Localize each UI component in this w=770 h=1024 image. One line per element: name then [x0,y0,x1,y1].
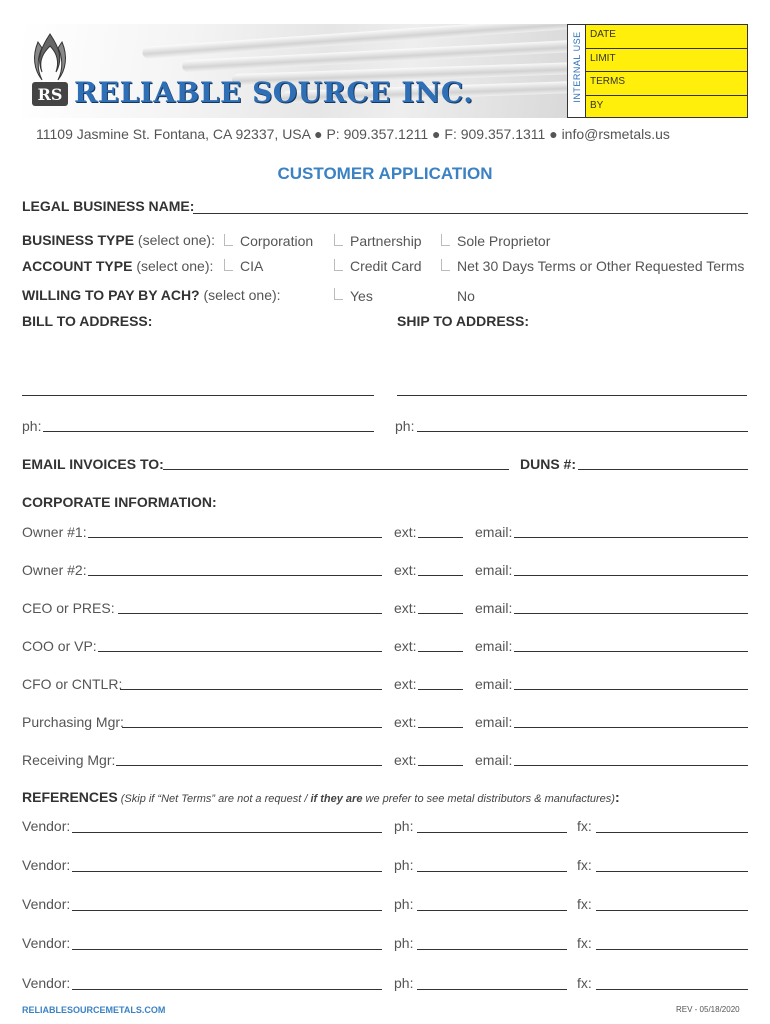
vendor-fax-label: fx: [577,857,592,873]
corporate-name-field[interactable] [88,575,382,576]
vendor-fax-field[interactable] [596,832,748,833]
vendor-fax-label: fx: [577,935,592,951]
vendor-label: Vendor: [22,975,71,991]
corporate-email-label: email: [475,714,513,730]
vendor-fax-label: fx: [577,818,592,834]
bill-to-label: BILL TO ADDRESS: [22,313,153,329]
internal-date-field[interactable]: DATE [586,25,747,49]
header-banner [22,24,567,118]
corporation-option: Corporation [240,233,314,249]
corporate-email-field[interactable] [514,765,748,766]
corporate-email-label: email: [475,638,513,654]
corporate-name-field[interactable] [116,765,382,766]
vendor-label: Vendor: [22,935,71,951]
vendor-fax-field[interactable] [596,871,748,872]
account-type-label: ACCOUNT TYPE (select one): [22,258,214,274]
corporate-ext-label: ext: [394,676,417,692]
partnership-option: Partnership [350,233,422,249]
corporate-role-label: CEO or PRES: [22,600,115,616]
corporate-ext-field[interactable] [418,613,463,614]
corporate-ext-label: ext: [394,752,417,768]
corporate-email-label: email: [475,524,513,540]
corporate-ext-label: ext: [394,562,417,578]
internal-by-field[interactable]: BY [590,99,604,111]
contact-line: 11109 Jasmine St. Fontana, CA 92337, USA ● P: 909.357.1211 ● F: 909.357.1311 ● info@rsmetals.us [36,126,670,142]
bill-to-field[interactable] [22,395,374,396]
internal-limit-field[interactable]: LIMIT [586,49,747,73]
duns-field[interactable] [578,469,748,470]
bill-phone-label: ph: [22,418,42,434]
corporate-ext-field[interactable] [418,727,463,728]
vendor-name-field[interactable] [72,949,382,950]
vendor-phone-field[interactable] [417,949,567,950]
corporate-ext-label: ext: [394,638,417,654]
corporate-role-label: Owner #1: [22,524,87,540]
corporate-email-label: email: [475,676,513,692]
ach-yes-option: Yes [350,288,373,304]
corporate-ext-field[interactable] [418,575,463,576]
vendor-name-field[interactable] [72,989,382,990]
corporate-role-label: COO or VP: [22,638,97,654]
corporate-email-field[interactable] [514,613,748,614]
email-invoices-field[interactable] [163,469,509,470]
partnership-checkbox[interactable] [334,234,343,246]
corporate-name-field[interactable] [118,613,382,614]
vendor-name-field[interactable] [72,871,382,872]
sole-proprietor-checkbox[interactable] [441,234,450,246]
ship-phone-field[interactable] [417,431,748,432]
corporate-email-field[interactable] [514,575,748,576]
vendor-name-field[interactable] [72,832,382,833]
vendor-phone-field[interactable] [417,910,567,911]
legal-name-label: LEGAL BUSINESS NAME: [22,198,195,214]
corporate-ext-field[interactable] [418,537,463,538]
net-30-option: Net 30 Days Terms or Other Requested Terms [457,258,745,274]
corporate-email-field[interactable] [514,537,748,538]
corporate-info-heading: CORPORATE INFORMATION: [22,494,217,510]
business-type-label: BUSINESS TYPE (select one): [22,232,215,248]
ship-to-label: SHIP TO ADDRESS: [397,313,529,329]
vendor-phone-label: ph: [394,935,414,951]
email-invoices-label: EMAIL INVOICES TO: [22,456,164,472]
vendor-name-field[interactable] [72,910,382,911]
sole-proprietor-option: Sole Proprietor [457,233,551,249]
corporate-email-field[interactable] [514,651,748,652]
corporate-ext-label: ext: [394,524,417,540]
corporate-role-label: Owner #2: [22,562,87,578]
corporate-name-field[interactable] [120,689,382,690]
vendor-fax-label: fx: [577,975,592,991]
vendor-phone-field[interactable] [417,871,567,872]
vendor-label: Vendor: [22,896,71,912]
corporate-ext-label: ext: [394,600,417,616]
corporate-role-label: Receiving Mgr: [22,752,116,768]
corporate-email-label: email: [475,562,513,578]
internal-terms-field[interactable]: TERMS [586,72,747,96]
svg-text:RS: RS [37,85,63,104]
bill-phone-field[interactable] [43,431,374,432]
corporation-checkbox[interactable] [224,234,233,246]
cia-checkbox[interactable] [224,259,233,271]
vendor-fax-field[interactable] [596,910,748,911]
corporate-email-label: email: [475,600,513,616]
corporate-name-field[interactable] [88,537,382,538]
brand-name: RELIABLE SOURCE INC. [74,76,474,109]
vendor-label: Vendor: [22,818,71,834]
vendor-phone-label: ph: [394,857,414,873]
net-30-checkbox[interactable] [441,259,450,271]
corporate-role-label: CFO or CNTLR: [22,676,123,692]
vendor-phone-field[interactable] [417,832,567,833]
cia-option: CIA [240,258,264,274]
corporate-ext-field[interactable] [418,765,463,766]
corporate-role-label: Purchasing Mgr: [22,714,124,730]
vendor-label: Vendor: [22,857,71,873]
vendor-fax-label: fx: [577,896,592,912]
corporate-ext-field[interactable] [418,651,463,652]
form-title: CUSTOMER APPLICATION [277,164,493,183]
corporate-name-field[interactable] [122,727,382,728]
credit-card-option: Credit Card [350,258,422,274]
vendor-phone-label: ph: [394,896,414,912]
ach-yes-checkbox[interactable] [334,288,343,300]
corporate-email-label: email: [475,752,513,768]
references-heading: REFERENCES (Skip if “Net Terms” are not a request / if they are we prefer to see metal distributors & manufactures): [22,789,620,805]
vendor-phone-field[interactable] [417,989,567,990]
ship-phone-label: ph: [395,418,415,434]
company-logo-icon [28,30,72,110]
ship-to-field[interactable] [397,395,747,396]
footer-website: RELIABLESOURCEMETALS.COM [22,1005,166,1015]
internal-use-box [585,24,748,118]
duns-label: DUNS #: [520,456,577,472]
internal-use-tab: INTERNAL USE [567,24,585,118]
vendor-fax-field[interactable] [596,949,748,950]
corporate-email-field[interactable] [514,727,748,728]
vendor-fax-field[interactable] [596,989,748,990]
vendor-phone-label: ph: [394,975,414,991]
corporate-name-field[interactable] [98,651,382,652]
footer-revision: REV - 05/18/2020 [676,1005,740,1014]
credit-card-checkbox[interactable] [334,259,343,271]
ach-label: WILLING TO PAY BY ACH? (select one): [22,287,281,303]
corporate-ext-label: ext: [394,714,417,730]
ach-no-option: No [457,288,475,304]
corporate-ext-field[interactable] [418,689,463,690]
vendor-phone-label: ph: [394,818,414,834]
legal-name-field[interactable] [193,213,748,214]
corporate-email-field[interactable] [514,689,748,690]
